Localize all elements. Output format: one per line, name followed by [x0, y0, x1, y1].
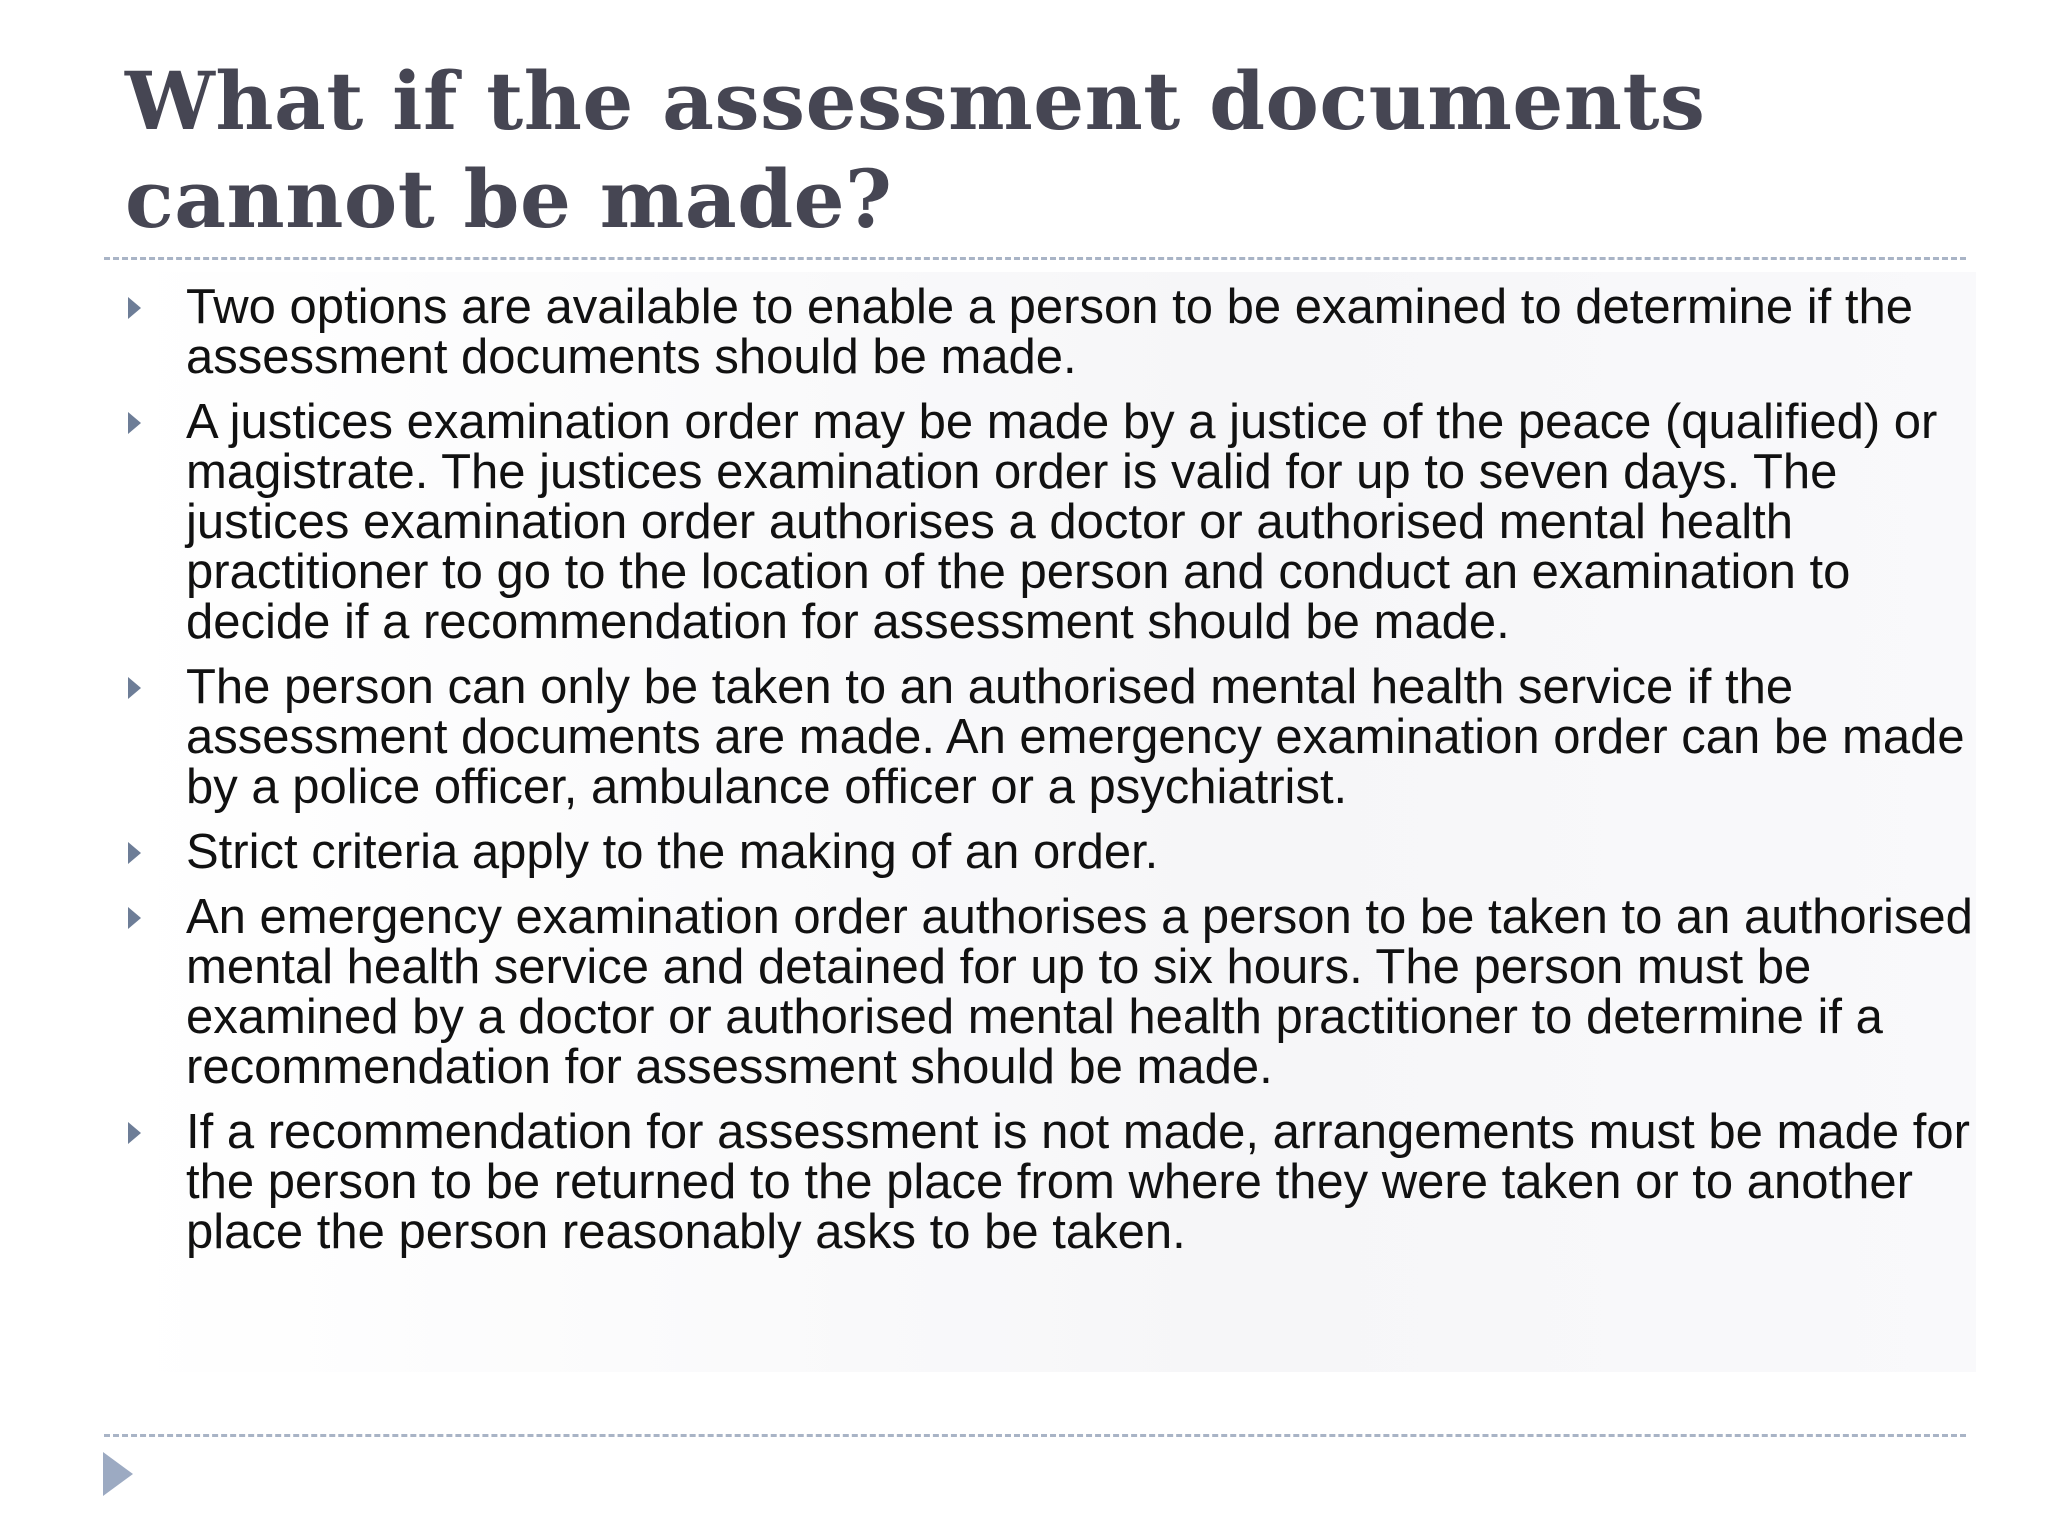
- bullet-text: The person can only be taken to an authorised mental health service if the assessment documents are made. An emergency examination order can be made by a police officer, ambulance officer or a psychiatrist.: [186, 660, 1965, 814]
- bullet-list: [124, 272, 1976, 1257]
- bullet-item: [124, 662, 1976, 812]
- play-arrow-icon[interactable]: [103, 1452, 133, 1496]
- triangle-right-icon: [128, 907, 141, 929]
- bullet-item: [124, 282, 1976, 382]
- triangle-right-icon: [128, 677, 141, 699]
- bullet-text: Two options are available to enable a person to be examined to determine if the assessment documents should be made.: [186, 280, 1913, 384]
- bullet-item: [124, 827, 1976, 877]
- triangle-right-icon: [128, 412, 141, 434]
- bullet-text: If a recommendation for assessment is not made, arrangements must be made for the person to be returned to the place from where they were taken or to another place the person reasonably asks to be taken.: [186, 1105, 1970, 1259]
- bullet-text: An emergency examination order authorises a person to be taken to an authorised mental health service and detained for up to six hours. The person must be examined by a doctor or authorised mental health practitioner to determine if a recommendation for assessment should be made.: [186, 890, 1973, 1094]
- triangle-right-icon: [128, 297, 141, 319]
- title-divider: [104, 257, 1966, 260]
- bullet-text: Strict criteria apply to the making of an order.: [186, 825, 1159, 879]
- triangle-right-icon: [128, 842, 141, 864]
- bullet-text: A justices examination order may be made by a justice of the peace (qualified) or magistrate. The justices examination order is valid for up to seven days. The justices examination order authorises a doctor or authorised mental health practitioner to go to the location of the person and conduct an examination to decide if a recommendation for assessment should be made.: [186, 395, 1938, 649]
- triangle-right-icon: [128, 1122, 141, 1144]
- footer-divider: [104, 1434, 1966, 1437]
- bullet-item: [124, 892, 1976, 1092]
- bullet-item: [124, 397, 1976, 647]
- slide-title: What if the assessment documents cannot be made?: [125, 54, 1706, 246]
- content-area: [124, 272, 1976, 1372]
- bullet-item: [124, 1107, 1976, 1257]
